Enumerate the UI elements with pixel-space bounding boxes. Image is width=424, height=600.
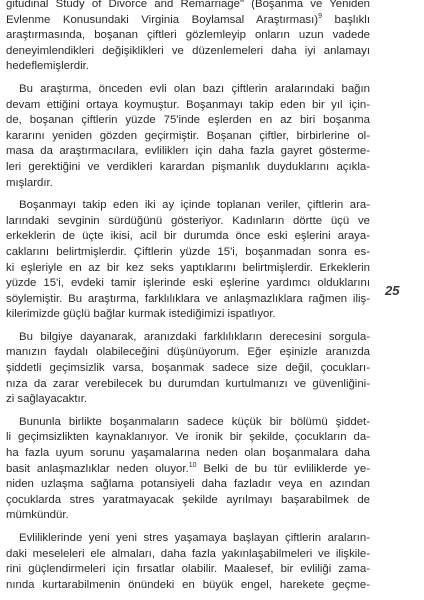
text-line: çocuklarda stres yaratmayacak şekilde ayrılmayı başarabilmek de bbox=[6, 493, 370, 506]
text-line: larındaki sevginin sürdüğünü gösteriyor. Kadınların dörtte üçü ve bbox=[6, 214, 370, 227]
footnote-ref-9: 9 bbox=[318, 12, 322, 20]
body-text bbox=[6, 0, 370, 600]
text-line: nında kurtarabilmenin önündeki en büyük engel, harekete geçme- bbox=[6, 578, 370, 591]
text-line: kararını yeniden gözden geçirmiştir. Boşanan çiftler, birbirlerine ol- bbox=[6, 129, 370, 142]
text-line: erkeklerin de üçte ikisi, acil bir durumda önce eski eşlerini araya- bbox=[6, 230, 370, 243]
paragraph-5 bbox=[6, 415, 370, 524]
paragraph-3 bbox=[6, 198, 370, 323]
text-line: manızın faydalı olabileceğini düşünüyorum. Eğer eşinizle aranızda bbox=[6, 346, 370, 359]
paragraph-4 bbox=[6, 330, 370, 408]
text-line: devam ettiğini ortaya koymuştur. Boşanmayı takip eden bir yıl için- bbox=[6, 98, 370, 111]
text-line: de, boşanan çiftlerin yüzde 75'inde eşlerden en az biri boşanma bbox=[6, 114, 370, 127]
text-line: Bu araştırma, önceden evli olan bazı çiftlerin aralarındaki bağın bbox=[19, 82, 370, 95]
text-line: Evliliklerinde yeni yeni stres yaşamaya başlayan çiftlerin araların- bbox=[19, 532, 370, 544]
text-fragment: Belki de bu tür evliliklerde ye- bbox=[196, 462, 370, 475]
text-line: daki meseleleri ele almaları, daha fazla yakınlaşabilmeleri ve ilişkile- bbox=[6, 547, 370, 560]
paragraph-1 bbox=[6, 0, 370, 75]
text-line: gitudinal Study of Divorce and Remarriage" (Boşanma ve Yeniden bbox=[6, 0, 370, 10]
text-line: caklarını belirtmişlerdir. Çiftlerin yüzde 15'i, boşanmadan sonra es- bbox=[6, 245, 370, 258]
text-line: nıza da zarar verebilecek bu durumdan kurtulmanızı ve güvenliğini- bbox=[6, 377, 370, 390]
text-line: ki eşleriyle en az bir kez seks yaptıklarını belirtmişlerdir. Erkeklerin bbox=[6, 261, 370, 274]
text-fragment: Evlenme Konusundaki Virginia Boylamsal Araştırması) bbox=[6, 13, 319, 26]
text-line: Bu bilgiye dayanarak, aranızdaki farklılıkların derecesini sorgula- bbox=[19, 330, 370, 343]
text-fragment: başlıklı bbox=[322, 13, 370, 26]
text-line bbox=[6, 13, 370, 29]
text-line: hedeflemişlerdir. bbox=[6, 60, 89, 73]
paragraph-6 bbox=[6, 531, 370, 593]
text-line: zi sağlayacaktır. bbox=[6, 393, 88, 406]
page-number: 25 bbox=[385, 283, 400, 298]
paragraph-2 bbox=[6, 82, 370, 191]
text-line: ha fazla uyum sorunu yaşamalarına neden olan boşanmalara daha bbox=[6, 447, 370, 460]
text-line: deneyimlendikleri değişiklikleri ve düzenlemeleri daha iyi anlamayı bbox=[6, 44, 370, 57]
text-line: li geçimsizlikten kaynaklanıyor. Ve ironik bir şekilde, çocukların da- bbox=[6, 431, 370, 444]
text-line: yüzde 15'i, evdeki tamir işlerinde eski eşlerine yardımcı olduklarını bbox=[6, 277, 370, 290]
footnote-ref-10: 10 bbox=[188, 461, 197, 469]
text-line: Boşanmayı takip eden iki ay içinde toplanan veriler, çiftlerin ara- bbox=[19, 199, 370, 212]
text-line: masa da araştırmacılara, evliliklerı için daha fazla gayret gösterme- bbox=[6, 145, 370, 158]
text-fragment: basit anlaşmazlıklar neden oluyor. bbox=[6, 462, 189, 475]
text-line: Bununla birlikte boşanmaların sadece küçük bir bölümü şiddet- bbox=[19, 415, 370, 428]
text-line: rini güçlendirmeleri için fırsatlar olabilir. Maalesef, bir evliliği zama- bbox=[6, 563, 370, 576]
text-line: araştırmasında, boşanan çiftleri gözlemleyip onların uzun vadede bbox=[6, 29, 370, 42]
text-line: mışlardır. bbox=[6, 176, 53, 189]
text-line: niden uzlaşma sağlama potansiyeli daha fazladır veya en azından bbox=[6, 478, 370, 491]
text-line: söylemiştir. Bu araştırma, farklılıklara ve anlaşmazlıklara rağmen iliş- bbox=[6, 292, 370, 305]
text-line: mümkündür. bbox=[6, 509, 69, 522]
text-line: kilerimizde güçlü bağlar kurmak istediğimizi ispatlıyor. bbox=[6, 308, 276, 321]
text-line: leri gerektiğini ve verdikleri karardan pişmanlık duyduklarını açıkla- bbox=[6, 160, 370, 173]
text-line: şiddetli geçimsizlik varsa, boşanmak sadece size değil, çocukları- bbox=[6, 362, 370, 375]
text-line bbox=[6, 462, 370, 478]
